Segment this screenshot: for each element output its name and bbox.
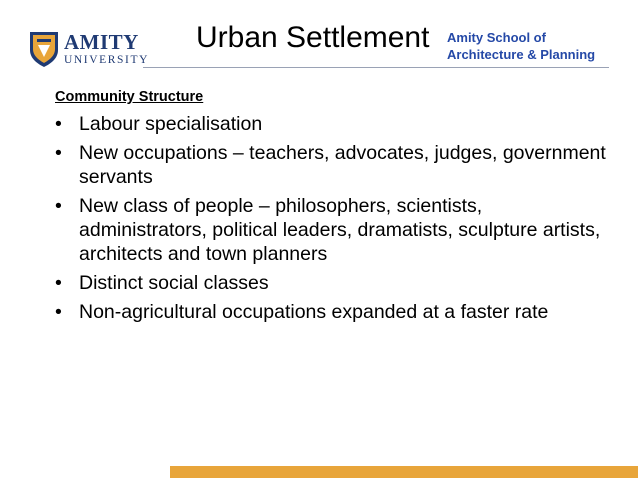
bullet-text: Non-agricultural occupations expanded at a faster rate (79, 301, 549, 323)
bullet-icon: • (55, 195, 62, 217)
bullet-text: Labour specialisation (79, 113, 263, 135)
bullet-icon: • (55, 301, 62, 323)
bullet-item (55, 141, 615, 189)
amity-logo (28, 30, 149, 70)
school-name-line-2: Architecture & Planning (447, 47, 596, 62)
footer-accent-bar (170, 466, 638, 478)
bullet-item (55, 271, 615, 295)
bullet-icon: • (55, 272, 62, 294)
bullet-icon: • (55, 142, 62, 164)
logo-subtitle: UNIVERSITY (64, 54, 149, 66)
slide-title: Urban Settlement (196, 21, 430, 54)
bullet-text: Distinct social classes (79, 272, 269, 294)
header-divider (143, 67, 609, 68)
section-heading: Community Structure (55, 89, 204, 105)
bullet-item (55, 194, 615, 266)
logo-name: AMITY (64, 30, 139, 54)
school-name (447, 29, 595, 63)
university-shield-icon (28, 30, 60, 68)
bullet-icon: • (55, 113, 62, 135)
bullet-item (55, 112, 615, 136)
bullet-text: New class of people – philosophers, scientists, administrators, political leaders, dramatists, sculpture artists, architects and town planners (79, 195, 601, 265)
school-name-line-1: Amity School of (447, 30, 546, 45)
bullet-text: New occupations – teachers, advocates, judges, government servants (79, 142, 606, 188)
bullet-list (55, 112, 615, 329)
bullet-item (55, 300, 615, 324)
